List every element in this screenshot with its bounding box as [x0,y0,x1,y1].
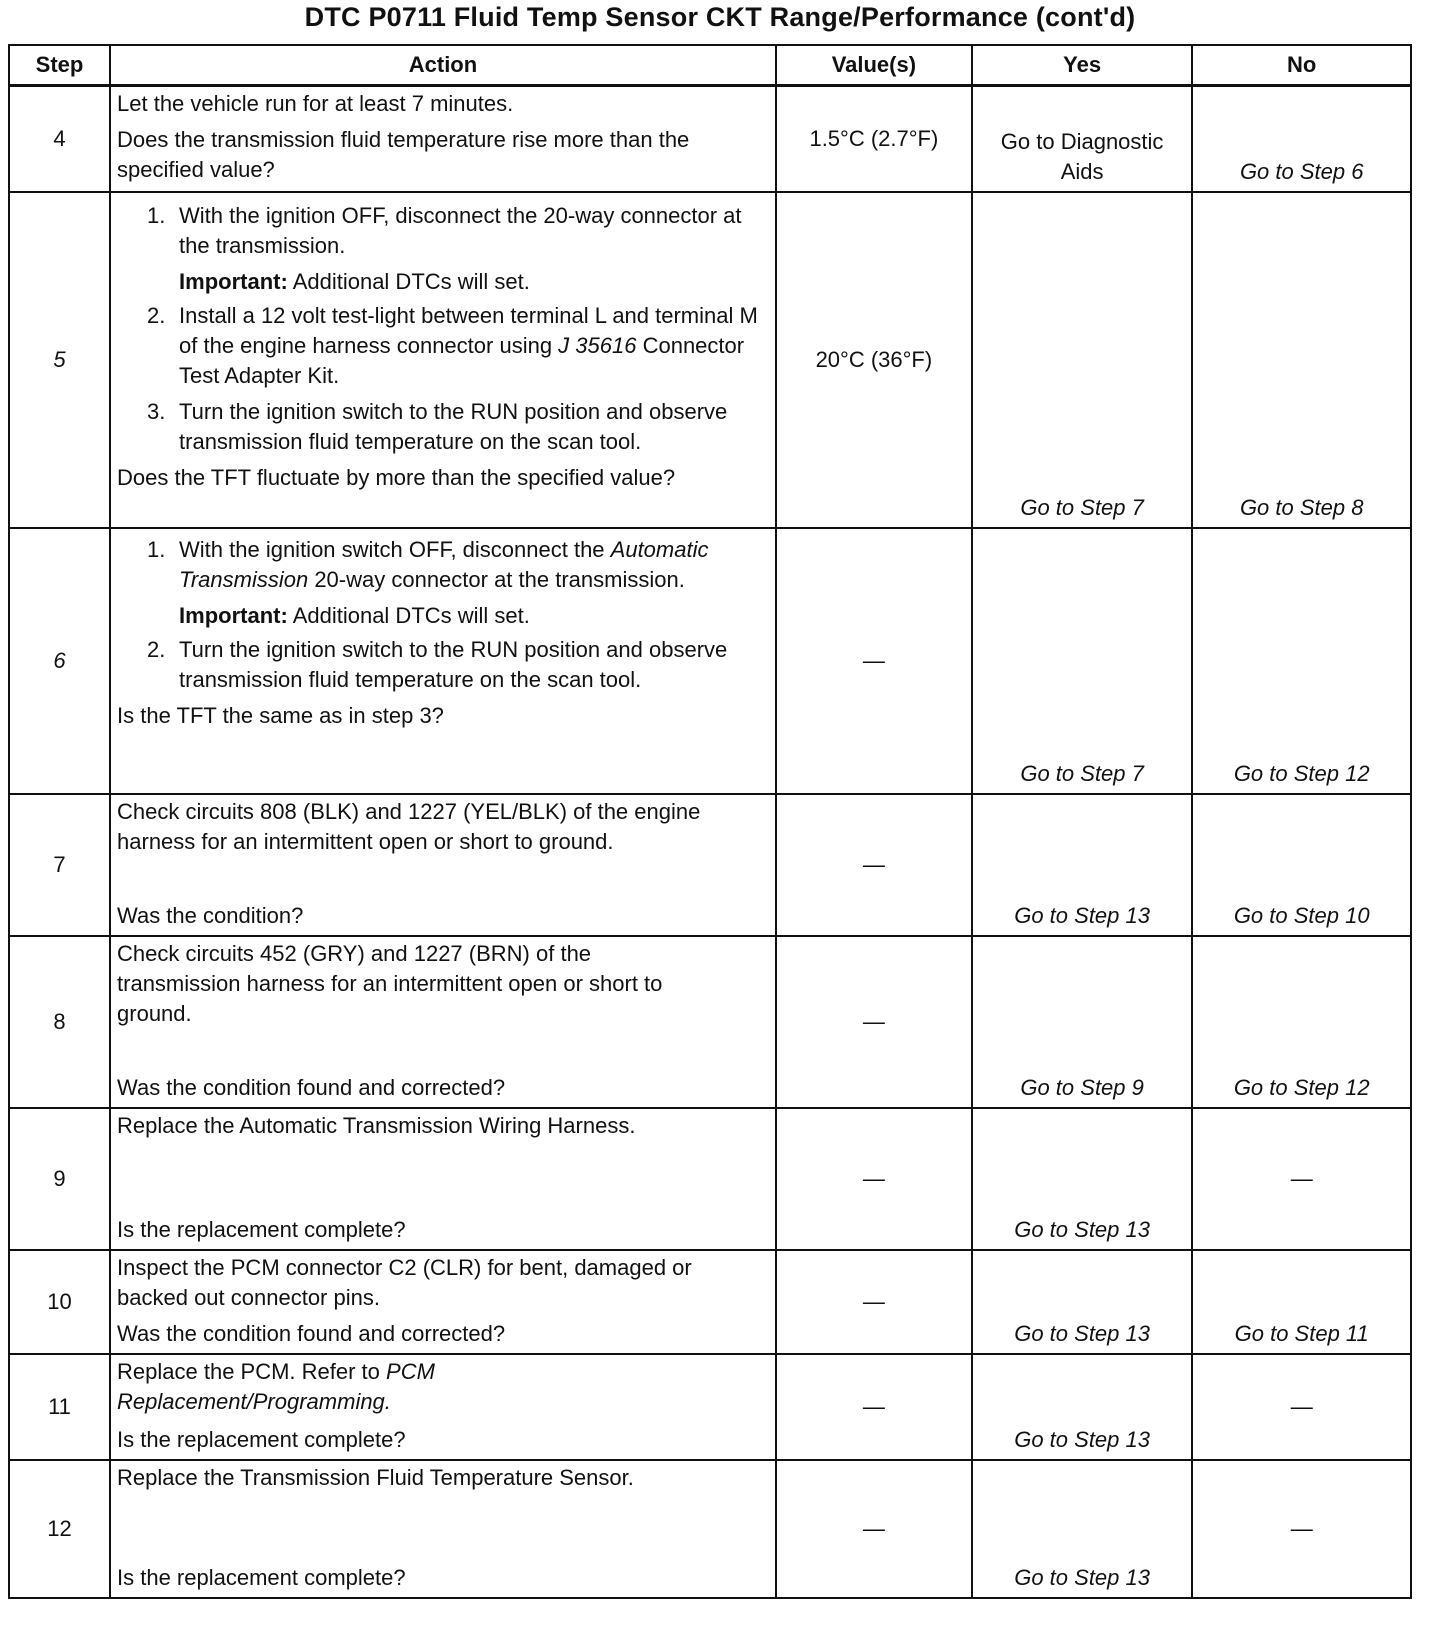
step-number: 6 [9,528,110,794]
step-number: 9 [9,1108,110,1250]
item-text: With the ignition OFF, disconnect the 20-way connector at the transmission. [179,202,742,258]
value-cell: — [776,936,972,1108]
list-item [147,201,769,261]
important-text: Additional DTCs will set. [292,602,530,628]
table-row [9,1108,1411,1250]
important-text: Additional DTCs will set. [292,268,530,294]
section-reference[interactable]: PCM Replacement/Programming. [117,1358,435,1414]
action-text: Replace the Transmission Fluid Temperature Sensor. [117,1464,634,1490]
yes-cell [972,528,1193,794]
table-row [9,1250,1411,1354]
yes-cell [972,1354,1193,1460]
item-text: Turn the ignition switch to the RUN position and observe transmission fluid temperature on the scan tool. [179,636,728,692]
action-cell [110,1354,776,1460]
action-cell [110,528,776,794]
table-row [9,1354,1411,1460]
no-link[interactable]: Go to Step 12 [1233,760,1370,786]
section-reference[interactable]: Automatic Transmission [179,536,709,592]
action-text: Let the vehicle run for at least 7 minutes. [117,91,514,116]
action-text: Check circuits 808 (BLK) and 1227 (YEL/BLK) of the engine harness for an intermittent open or short to ground. [117,798,701,854]
table-row [9,1460,1411,1598]
yes-link[interactable]: Go to Step 13 [1014,1320,1150,1346]
action-question: Was the condition? [117,902,304,928]
table-row [9,86,1411,192]
item-text: With the ignition switch OFF, disconnect the [179,536,611,562]
value-cell: 1.5°C (2.7°F) [776,86,972,192]
value-cell: — [776,1354,972,1460]
yes-cell [972,1460,1193,1598]
yes-cell [972,1108,1193,1250]
action-question: Is the replacement complete? [117,1564,406,1590]
yes-link[interactable]: Go to Step 13 [1014,1426,1150,1452]
action-question: Does the transmission fluid temperature rise more than the specified value? [117,127,690,182]
action-text: Replace the PCM. Refer to [117,1358,387,1384]
item-text: Install a 12 volt test-light between terminal L and terminal M of the engine harness connector using [179,302,758,358]
step-number: 7 [9,794,110,936]
table-row [9,192,1411,528]
yes-cell [972,192,1193,528]
value-cell: 20°C (36°F) [776,192,972,528]
action-cell [110,936,776,1108]
step-number: 8 [9,936,110,1108]
action-question: Was the condition found and corrected? [117,1074,506,1100]
value-cell: — [776,1250,972,1354]
list-item [147,535,769,595]
yes-link[interactable]: Go to Diagnostic Aids [1000,128,1164,184]
table-row [9,936,1411,1108]
action-question: Is the replacement complete? [117,1216,406,1242]
table-row [9,528,1411,794]
action-text: Replace the Automatic Transmission Wiring Harness. [117,1112,636,1138]
action-question: Was the condition found and corrected? [117,1320,506,1346]
value-cell: — [776,528,972,794]
value-cell: — [776,1460,972,1598]
step-number: 4 [9,86,110,192]
action-question: Is the TFT the same as in step 3? [117,702,444,728]
no-link[interactable]: Go to Step 11 [1234,1320,1369,1346]
procedure-list [117,201,769,457]
no-cell: — [1192,1108,1411,1250]
no-link[interactable]: Go to Step 6 [1239,158,1364,184]
no-link[interactable]: Go to Step 12 [1233,1074,1370,1100]
action-question: Is the replacement complete? [117,1426,406,1452]
no-link[interactable]: Go to Step 8 [1239,494,1364,520]
important-note [147,601,769,631]
action-cell [110,1460,776,1598]
item-text: 20-way connector at the transmission. [308,566,685,592]
item-number: 2. [147,302,166,328]
important-label: Important: [179,268,288,294]
step-number: 12 [9,1460,110,1598]
list-item [147,301,769,391]
action-text: Check circuits 452 (GRY) and 1227 (BRN) of the transmission harness for an intermittent open or short to ground. [117,940,663,1026]
step-number: 11 [9,1354,110,1460]
item-number: 1. [147,536,166,562]
page-title: DTC P0711 Fluid Temp Sensor CKT Range/Performance (cont'd) [304,2,1136,32]
no-cell [1192,192,1411,528]
header-yes: Yes [972,45,1193,86]
item-number: 1. [147,202,166,228]
step-number: 10 [9,1250,110,1354]
yes-link[interactable]: Go to Step 7 [1020,494,1144,520]
action-cell [110,192,776,528]
yes-link[interactable]: Go to Step 13 [1014,1564,1150,1590]
item-text: Turn the ignition switch to the RUN position and observe transmission fluid temperature on the scan tool. [179,398,728,454]
action-cell [110,1108,776,1250]
yes-cell [972,936,1193,1108]
action-cell [110,794,776,936]
yes-link[interactable]: Go to Step 13 [1014,1216,1150,1242]
yes-link[interactable]: Go to Step 13 [1014,902,1150,928]
list-item [147,397,769,457]
yes-cell [972,86,1193,192]
step-number: 5 [9,192,110,528]
no-cell: — [1192,1460,1411,1598]
item-text: Connector Test Adapter Kit. [179,332,745,388]
procedure-list [117,535,769,695]
action-cell [110,1250,776,1354]
no-cell [1192,794,1411,936]
header-no: No [1192,45,1411,86]
no-link[interactable]: Go to Step 10 [1233,902,1370,928]
no-cell [1192,1250,1411,1354]
action-text: Inspect the PCM connector C2 (CLR) for bent, damaged or backed out connector pins. [117,1254,692,1310]
tool-reference[interactable]: J 35616 [558,332,637,358]
header-action: Action [110,45,776,86]
no-cell [1192,86,1411,192]
important-note [147,267,769,297]
yes-link[interactable]: Go to Step 7 [1020,760,1144,786]
no-cell [1192,936,1411,1108]
no-cell: — [1192,1354,1411,1460]
header-step: Step [9,45,110,86]
action-cell [110,86,776,192]
action-question: Does the TFT fluctuate by more than the specified value? [117,464,676,490]
yes-link[interactable]: Go to Step 9 [1020,1074,1144,1100]
list-item [147,635,769,695]
value-cell: — [776,1108,972,1250]
item-number: 3. [147,398,166,424]
table-row [9,794,1411,936]
table-header-row [9,45,1411,86]
yes-cell [972,794,1193,936]
no-cell [1192,528,1411,794]
item-number: 2. [147,636,166,662]
yes-cell [972,1250,1193,1354]
diagnostic-table [8,44,1412,1599]
value-cell: — [776,794,972,936]
important-label: Important: [179,602,288,628]
header-values: Value(s) [776,45,972,86]
